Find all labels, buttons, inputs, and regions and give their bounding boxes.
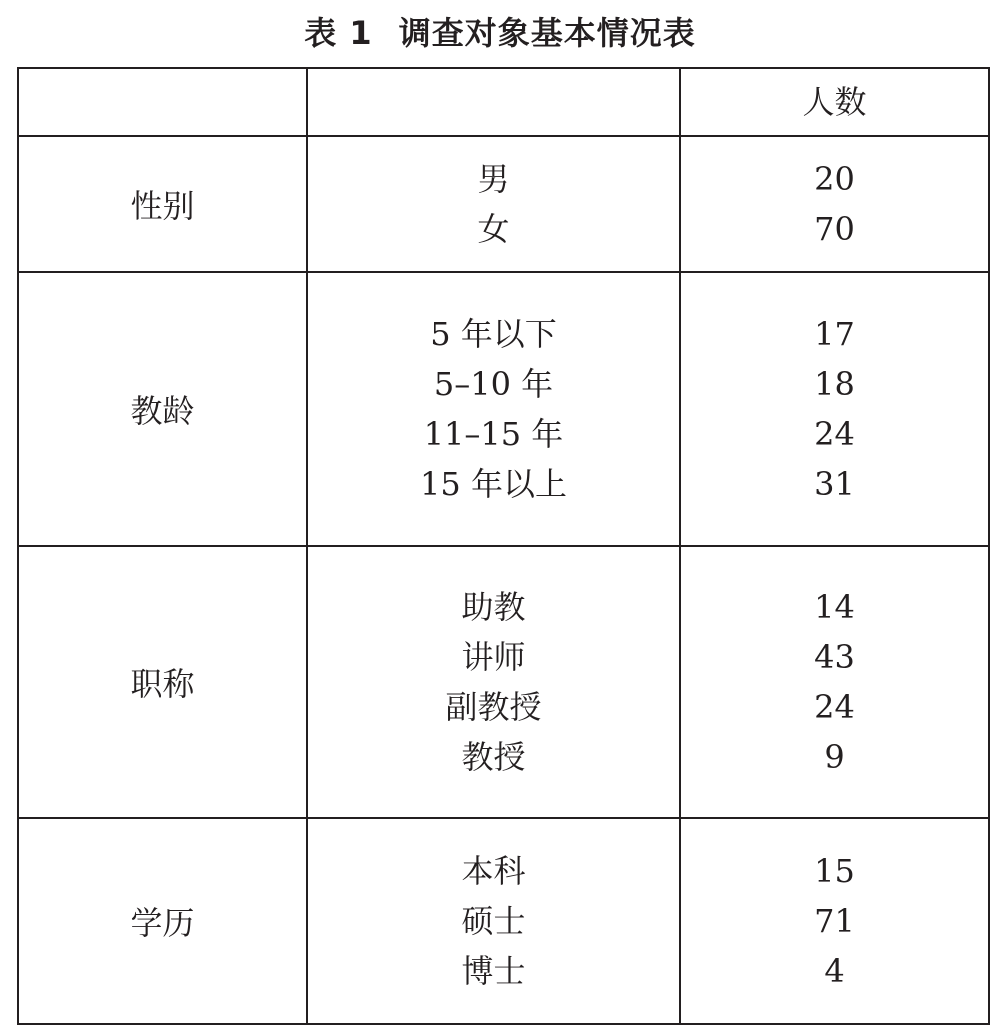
table-header-row [18, 68, 989, 136]
table-caption [0, 8, 1000, 58]
item-label: 硕士 [461, 902, 526, 940]
table-row [18, 546, 989, 818]
count-value: 71 [814, 902, 855, 940]
item-label: 5–10 年 [433, 365, 554, 403]
table-caption-text: 调查对象基本情况表 [398, 14, 696, 52]
item-label: 15 年以上 [420, 465, 567, 503]
header-count-cell: 人数 [680, 68, 989, 136]
count-value: 14 [814, 588, 855, 626]
item-cell-professional-title [307, 546, 680, 818]
table-caption-label: 表 1 [304, 14, 373, 52]
category-cell-teaching-years: 教龄 [18, 272, 307, 546]
header-item-cell [307, 68, 680, 136]
item-label: 本科 [461, 852, 526, 890]
item-label: 教授 [461, 738, 526, 776]
count-value: 15 [814, 852, 855, 890]
item-label: 博士 [461, 952, 526, 990]
count-cell-professional-title [680, 546, 989, 818]
category-cell-professional-title: 职称 [18, 546, 307, 818]
category-cell-education: 学历 [18, 818, 307, 1024]
item-label: 女 [477, 210, 510, 248]
item-cell-teaching-years [307, 272, 680, 546]
count-value: 20 [814, 160, 855, 198]
table-row [18, 272, 989, 546]
category-cell-gender: 性别 [18, 136, 307, 272]
count-cell-education [680, 818, 989, 1024]
count-value: 9 [824, 738, 845, 776]
count-value: 31 [814, 465, 855, 503]
count-value: 24 [814, 415, 855, 453]
item-label: 5 年以下 [430, 315, 557, 353]
count-value: 70 [814, 210, 855, 248]
survey-table [17, 67, 990, 1025]
item-cell-education [307, 818, 680, 1024]
table-row [18, 136, 989, 272]
table-row [18, 818, 989, 1024]
count-value: 4 [824, 952, 845, 990]
item-label: 讲师 [461, 638, 526, 676]
count-value: 43 [814, 638, 855, 676]
item-label: 男 [477, 160, 510, 198]
item-label: 助教 [461, 588, 526, 626]
count-cell-teaching-years [680, 272, 989, 546]
count-value: 17 [814, 315, 855, 353]
header-category-cell [18, 68, 307, 136]
count-value: 24 [814, 688, 855, 726]
item-label: 副教授 [445, 688, 542, 726]
item-cell-gender [307, 136, 680, 272]
count-value: 18 [814, 365, 855, 403]
item-label: 11–15 年 [423, 415, 564, 453]
count-cell-gender [680, 136, 989, 272]
